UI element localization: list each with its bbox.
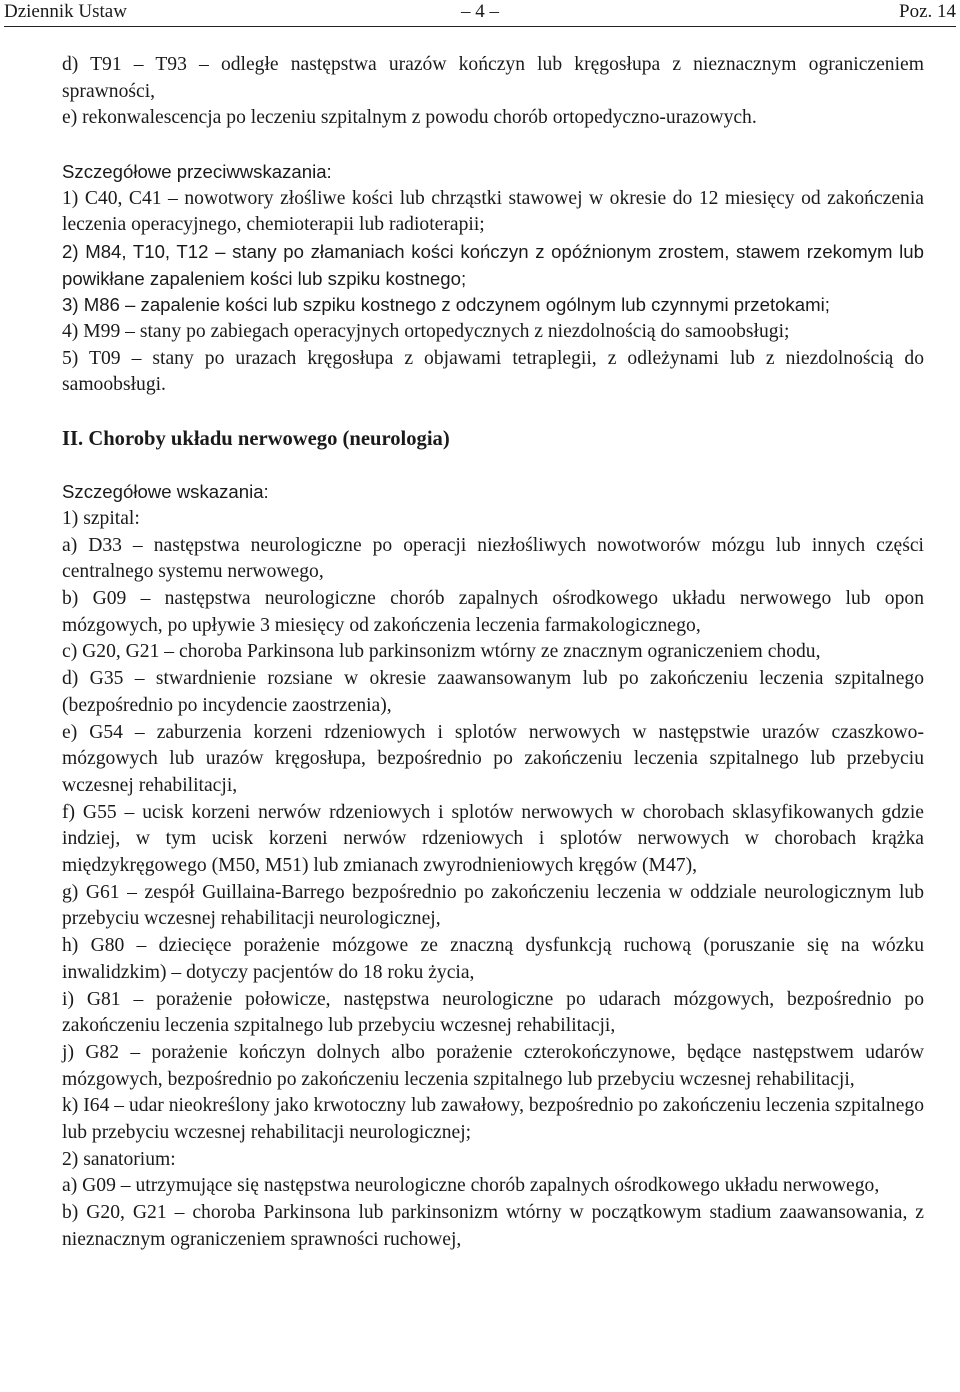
hospital-item: a) D33 – następstwa neurologiczne po operacji niezłośliwych nowotworów mózgu lub innych części centralnego systemu nerwowego, — [62, 534, 924, 583]
hospital-label: 1) szpital: — [62, 507, 140, 529]
document-body — [62, 52, 924, 1254]
contraindications-title: Szczegółowe przeciwwskazania: — [62, 160, 332, 182]
section-heading: II. Choroby układu nerwowego (neurologia) — [62, 427, 450, 450]
sanatorium-item: b) G20, G21 – choroba Parkinsona lub parkinsonizm wtórny w początkowym stadium zaawansowania, z nieznacznym ograniczeniem sprawności ruchowej, — [62, 1202, 924, 1250]
contraindication-item: 1) C40, C41 – nowotwory złośliwe kości lub chrząstki stawowej w okresie do 12 miesięcy od zakończenia leczenia operacyjnego, chemioterapii lub radioterapii; — [62, 187, 924, 236]
hospital-item: k) I64 – udar nieokreślony jako krwotoczny lub zawałowy, bezpośrednio po zakończeniu leczenia szpitalnego lub przebyciu wczesnej rehabilitacji neurologicznej; — [62, 1095, 924, 1144]
position-number: Poz. 14 — [899, 1, 956, 22]
hospital-item: h) G80 – dziecięce porażenie mózgowe ze znaczną dysfunkcją ruchową (poruszanie się na wózku inwalidzkim) – dotyczy pacjentów do 18 roku życia, — [62, 935, 924, 983]
hospital-item: j) G82 – porażenie kończyn dolnych albo porażenie czterokończynowe, będące następstwem udarów mózgowych, bezpośrednio po zakończeniu leczenia szpitalnego lub przebyciu wczesnej rehabilitacji, — [62, 1041, 924, 1090]
hospital-item: f) G55 – ucisk korzeni nerwów rdzeniowych i splotów nerwowych w chorobach sklasyfikowanych gdzie indziej, w tym ucisk korzeni nerwów rdzeniowych i splotów nerwowych w chorobach krążka międzykręgowego (M50, M51) lub zmianach zwyrodnieniowych kręgów (M47), — [62, 801, 924, 877]
sanatorium-label: 2) sanatorium: — [62, 1148, 176, 1170]
contraindication-item: 5) T09 – stany po urazach kręgosłupa z objawami tetraplegii, z odleżynami lub z niezdolnością do samoobsługi. — [62, 347, 924, 396]
page-header — [4, 0, 956, 27]
page-number: – 4 – — [461, 1, 499, 22]
hospital-item: i) G81 – porażenie połowicze, następstwa neurologiczne po udarach mózgowych, bezpośrednio po zakończeniu leczenia szpitalnego lub przebyciu wczesnej rehabilitacji, — [62, 988, 924, 1037]
indications-title: Szczegółowe wskazania: — [62, 481, 269, 503]
hospital-item: c) G20, G21 – choroba Parkinsona lub parkinsonizm wtórny ze znacznym ograniczeniem chodu, — [62, 641, 821, 663]
intro-item-e: e) rekonwalescencja po leczeniu szpitalnym z powodu chorób ortopedyczno-urazowych. — [62, 107, 757, 129]
journal-name: Dziennik Ustaw — [4, 1, 127, 22]
contraindication-item: 2) M84, T10, T12 – stany po złamaniach kości kończyn z opóźnionym zrostem, stawem rzekomym lub powikłane zapaleniem kości lub szpiku kostnego; — [62, 240, 924, 289]
hospital-item: g) G61 – zespół Guillaina-Barrego bezpośrednio po zakończeniu leczenia w oddziale neurologicznym lub przebyciu wczesnej rehabilitacji neurologicznej, — [62, 881, 924, 930]
contraindication-item: 3) M86 – zapalenie kości lub szpiku kostnego z odczynem ogólnym lub czynnymi przetokami; — [62, 294, 830, 316]
hospital-item: b) G09 – następstwa neurologiczne chorób zapalnych ośrodkowego układu nerwowego lub opon mózgowych, po upływie 3 miesięcy od zakończenia leczenia farmakologicznego, — [62, 588, 924, 636]
hospital-item: d) G35 – stwardnienie rozsiane w okresie zaawansowanym lub po zakończeniu leczenia szpitalnego (bezpośrednio po incydencie zaostrzenia), — [62, 668, 924, 716]
contraindication-item: 4) M99 – stany po zabiegach operacyjnych ortopedycznych z niezdolnością do samoobsługi; — [62, 321, 790, 343]
intro-item-d: d) T91 – T93 – odległe następstwa urazów kończyn lub kręgosłupa z nieznacznym ograniczeniem sprawności, — [62, 54, 924, 102]
sanatorium-item: a) G09 – utrzymujące się następstwa neurologiczne chorób zapalnych ośrodkowego układu nerwowego, — [62, 1175, 880, 1197]
hospital-item: e) G54 – zaburzenia korzeni rdzeniowych i splotów nerwowych w następstwie urazów czaszkowo-mózgowych lub urazów kręgosłupa, bezpośrednio po zakończeniu leczenia szpitalnego lub przebyciu wczesnej rehabilitacji, — [62, 721, 924, 796]
